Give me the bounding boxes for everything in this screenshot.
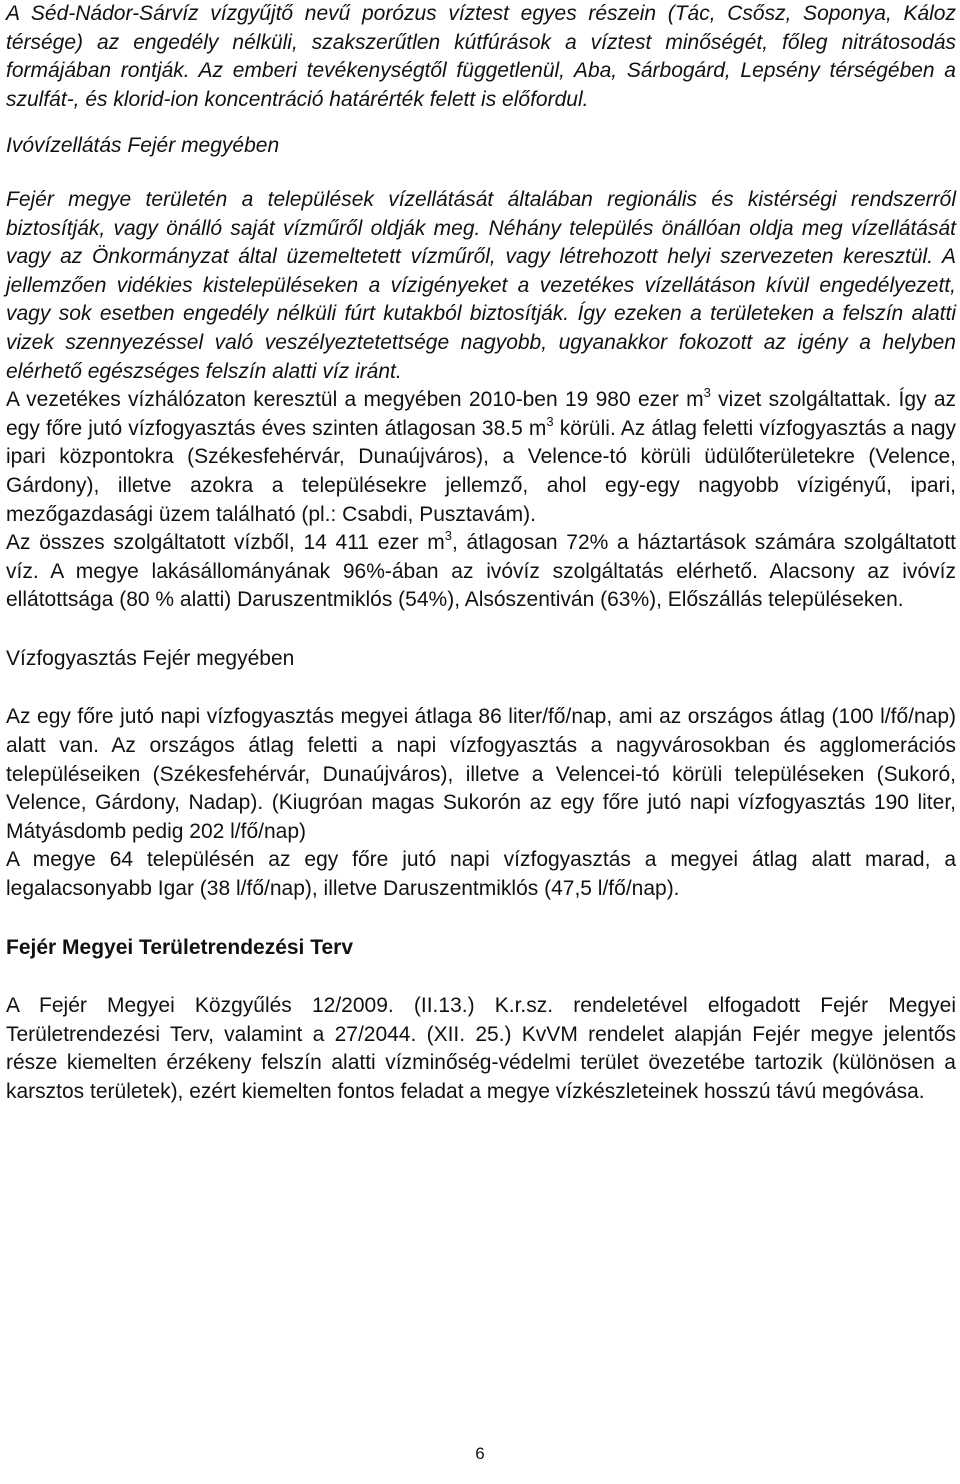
spatial-plan-paragraph: A Fejér Megyei Közgyűlés 12/2009. (II.13.) K.r.sz. rendeletével elfogadott Fejér Megyei Területrendezési Terv, valamint a 27/2044. (XII. 25.) KvVM rendelet alapján Fejér megye jelentős része kiemelten érzékeny felszín alatti vízminőség-védelmi terület övezetébe tartozik (különösen a karsztos területek), ezért kiemelten fontos feladat a megye vízkészleteinek hosszú távú megóvása. <box>6 994 956 1103</box>
section-heading-drinking-water: Ivóvízellátás Fejér megyében <box>6 134 280 158</box>
supplied-water-paragraph: Az összes szolgáltatott vízből, 14 411 ezer $m^3$, átlagosan 72% a háztartások számára szolgáltatott víz. A megye lakásállományának 96%-ában az ivóvíz szolgáltatás elérhető. Alacsony az ivóvíz ellátottsága (80 % alatti) Daruszentmiklós (54%), Alsószentiván (63%), Előszállás településeken. <box>6 528 956 612</box>
water-network-paragraph: A vezetékes vízhálózaton keresztül a megyében 2010-ben 19 980 ezer $m^3$ vizet szolgáltattak. Így az egy főre jutó vízfogyasztás éves szinten átlagosan 38.5 $m^3$ körüli. Az átlag feletti vízfogyasztás a nagy ipari központokra (Székesfehérvár, Dunaújváros), a Velence-tó körüli üdülőterületekre (Velence, Gárdony), illetve azokra a településekre jellemző, ahol egy-egy nagyobb vízigényű, ipari, mezőgazdasági üzem található (pl.: Csabdi, Pusztavám). <box>6 385 956 526</box>
water-consumption-low-paragraph: A megye 64 településén az egy főre jutó napi vízfogyasztás a megyei átlag alatt marad, a legalacsonyabb Igar (38 l/fő/nap), illetve Daruszentmiklós (47,5 l/fő/nap). <box>6 848 956 901</box>
section-heading-spatial-plan: Fejér Megyei Területrendezési Terv <box>6 935 354 959</box>
section-heading-water-consumption: Vízfogyasztás Fejér megyében <box>6 646 295 670</box>
water-consumption-paragraph: Az egy főre jutó napi vízfogyasztás megyei átlaga 86 liter/fő/nap, ami az országos átlag (100 l/fő/nap) alatt van. Az országos átlag feletti a napi vízfogyasztás a nagyvárosokban és agglomerációs településeiken (Székesfehérvár, Dunaújváros), illetve a Velencei-tó körüli településeken (Sukoró, Velence, Gárdony, Nadap). (Kiugróan magas Sukorón az egy főre jutó napi vízfogyasztás 190 liter, Mátyásdomb pedig 202 l/fő/nap) <box>6 705 956 843</box>
intro-paragraph: A Séd-Nádor-Sárvíz vízgyűjtő nevű porózus víztest egyes részein (Tác, Csősz, Soponya, Káloz térsége) az engedély nélküli, szakszerűtlen kútfúrások a víztest minőségét, főleg nitrátosodás formájában rontják. Az emberi tevékenységtől függetlenül, Aba, Sárbogárd, Lepsény térségében a szulfát-, és klorid-ion koncentráció határérték felett is előfordul. <box>6 2 956 111</box>
drinking-water-paragraph: Fejér megye területén a települések vízellátását általában regionális és kistérségi rendszerről biztosítják, vagy önálló saját vízműről oldják meg. Néhány település önállóan oldja meg vízellátását vagy az Önkormányzat által üzemeltetett vízműről, vagy létrehozott helyi szervezeten keresztül. A jellemzően vidékies kistelepüléseken a vízigényeket a vezetékes vízellátáson kívül engedélyezett, vagy sok esetben engedély nélküli fúrt kutakból biztosítják. Így ezeken a területeken a felszín alatti vizek szennyezéssel való veszélyeztetettsége nagyobb, ugyanakkor fokozott az igény a helyben elérhető egészséges felszín alatti víz iránt. <box>6 187 956 383</box>
page-number: 6 <box>475 1444 485 1463</box>
